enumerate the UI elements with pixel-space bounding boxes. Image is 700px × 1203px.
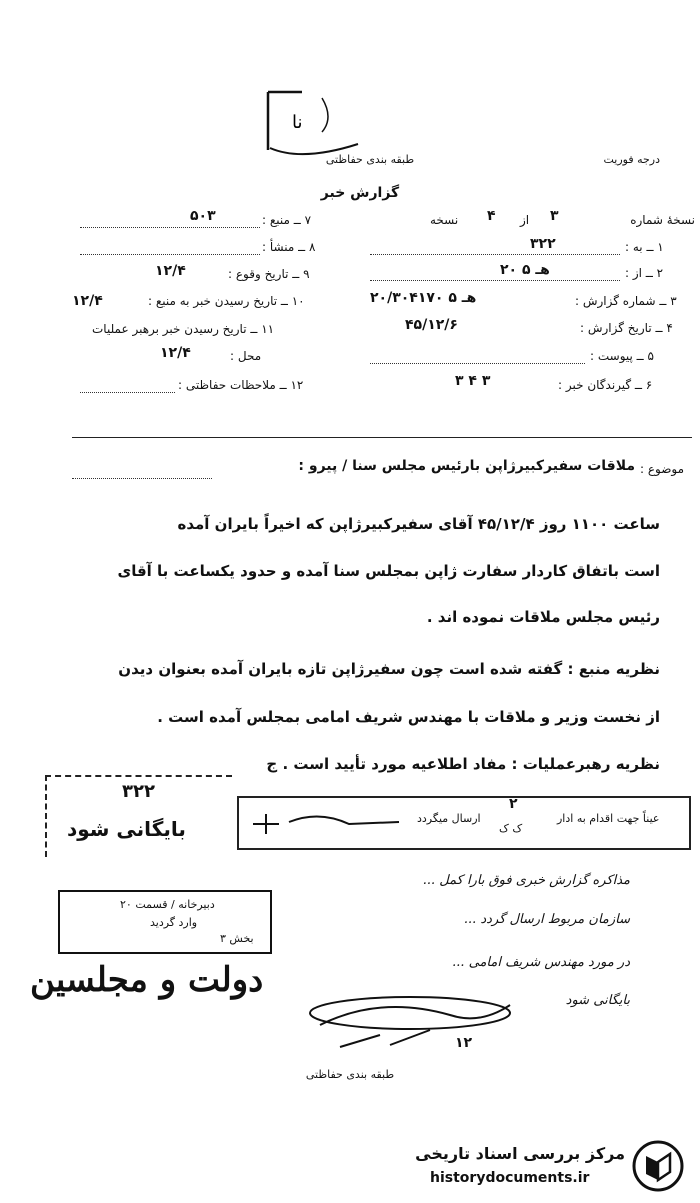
body-line-2: است باتفاق کاردار سفارت ژاپن بمجلس سنا آمده و حدود یکساعت با آقای	[117, 562, 660, 580]
place-value: ۱۲/۴	[160, 345, 191, 361]
copy-number-label: نسخهٔ شماره	[630, 213, 695, 227]
to-label: ۱ ــ به :	[625, 240, 664, 254]
top-corner-stamp	[262, 88, 362, 160]
attachment-label: ۵ ــ پیوست :	[590, 349, 654, 363]
forward-text: عیناً جهت اقدام به ادار	[557, 812, 660, 825]
entry-stamp-line2: وارد گردید	[150, 916, 198, 929]
body-line-5: از نخست وزیر و ملاقات با مهندس شریف امامی بمجلس آمده است .	[157, 708, 660, 726]
source-label: ۷ ــ منبع :	[262, 213, 312, 227]
received-ops-label: ۱۱ ــ تاریخ رسیدن خبر برهبر عملیات	[92, 322, 275, 336]
initials: ۱۲	[455, 1035, 473, 1051]
header-title: گزارش خبر	[320, 185, 400, 201]
forward-number: ۲	[509, 796, 518, 812]
from-value: ۲۰ هـ ۵	[500, 262, 550, 278]
from-label: ۲ ــ از :	[625, 266, 664, 280]
form-divider	[72, 437, 692, 438]
note-line-4: بایگانی شود	[565, 993, 630, 1008]
entry-stamp-line3: بخش ۳	[220, 932, 254, 945]
big-handwritten-text: دولت و مجلسین	[30, 960, 264, 1000]
header-classification: طبقه بندی حفاظتی	[325, 153, 415, 166]
footer-classification: طبقه بندی حفاظتی	[305, 1068, 395, 1081]
origin-label: ۸ ــ منشأ :	[262, 240, 316, 254]
body-line-6: نظریه رهبرعملیات : مفاد اطلاعیه مورد تأیید است . ج	[266, 755, 660, 773]
book-logo-icon	[632, 1140, 684, 1192]
source-value: ۵۰۳	[190, 208, 216, 224]
watermark	[410, 1140, 690, 1195]
report-no-value: ۲۰/۳۰۴۱۷۰ هـ ۵	[370, 290, 477, 306]
recipients-value: ۳ ۴ ۳	[455, 373, 491, 389]
note-line-2: سازمان مربوط ارسال گردد ...	[463, 912, 630, 927]
subject-text: ملاقات سفیرکبیرژاپن بارئیس مجلس سنا / پیرو :	[298, 458, 635, 474]
subject-label: موضوع :	[640, 462, 685, 476]
origin-dots	[80, 254, 260, 255]
body-line-1: ساعت ۱۱۰۰ روز ۴۵/۱۲/۴ آقای سفیرکبیرژاپن که اخیراً بایران آمده	[177, 515, 660, 533]
signature-scribble	[300, 985, 520, 1055]
place-label: محل :	[230, 349, 262, 363]
svg-text:نا: نا	[292, 112, 303, 133]
forward-sent: ارسال میگردد	[417, 812, 481, 825]
event-date-label: ۹ ــ تاریخ وقوع :	[228, 267, 310, 281]
report-no-label: ۳ ــ شماره گزارش :	[575, 294, 677, 308]
recipients-label: ۶ ــ گیرندگان خبر :	[558, 378, 653, 392]
copy-suffix: نسخه	[430, 213, 459, 227]
forward-sub: ک ک	[499, 822, 523, 835]
body-line-4: نظریه منبع : گفته شده است چون سفیرژاپن تازه بایران آمده بعنوان دیدن	[118, 660, 660, 678]
from-dots	[370, 280, 620, 281]
notes-label: ۱۲ ــ ملاحظات حفاظتی :	[178, 378, 304, 392]
copy-of-value: ۴	[487, 208, 496, 224]
to-dots	[370, 254, 620, 255]
subject-dots	[72, 478, 212, 479]
forward-stamp	[237, 796, 691, 850]
archive-number: ۳۲۲	[122, 781, 155, 802]
entry-stamp	[58, 890, 272, 954]
watermark-title: مرکز بررسی اسناد تاریخی	[415, 1144, 625, 1163]
notes-dots	[80, 392, 175, 393]
archive-stamp	[45, 775, 232, 857]
report-date-value: ۴۵/۱۲/۶	[405, 317, 458, 333]
archive-text: بایگانی شود	[67, 817, 186, 841]
entry-stamp-line1: دبیرخانه / قسمت ۲۰	[120, 898, 215, 911]
to-value: ۳۲۲	[530, 236, 556, 252]
body-line-3: رئیس مجلس ملاقات نموده اند .	[426, 608, 660, 626]
received-source-value: ۱۲/۴	[72, 293, 103, 309]
watermark-url: historydocuments.ir	[430, 1170, 590, 1186]
source-dots	[80, 227, 260, 228]
received-source-label: ۱۰ ــ تاریخ رسیدن خبر به منبع :	[148, 294, 305, 308]
report-date-label: ۴ ــ تاریخ گزارش :	[580, 321, 673, 335]
header-urgency-label: درجه فوریت	[603, 153, 660, 166]
event-date-value: ۱۲/۴	[155, 263, 186, 279]
note-line-1: مذاکره گزارش خبری فوق بارا کمل ...	[422, 873, 630, 888]
attachment-dots	[370, 363, 585, 364]
note-line-3: در مورد مهندس شریف امامی ...	[452, 955, 630, 970]
copy-of-label: از	[520, 213, 530, 227]
copy-number-value: ۳	[550, 208, 559, 224]
